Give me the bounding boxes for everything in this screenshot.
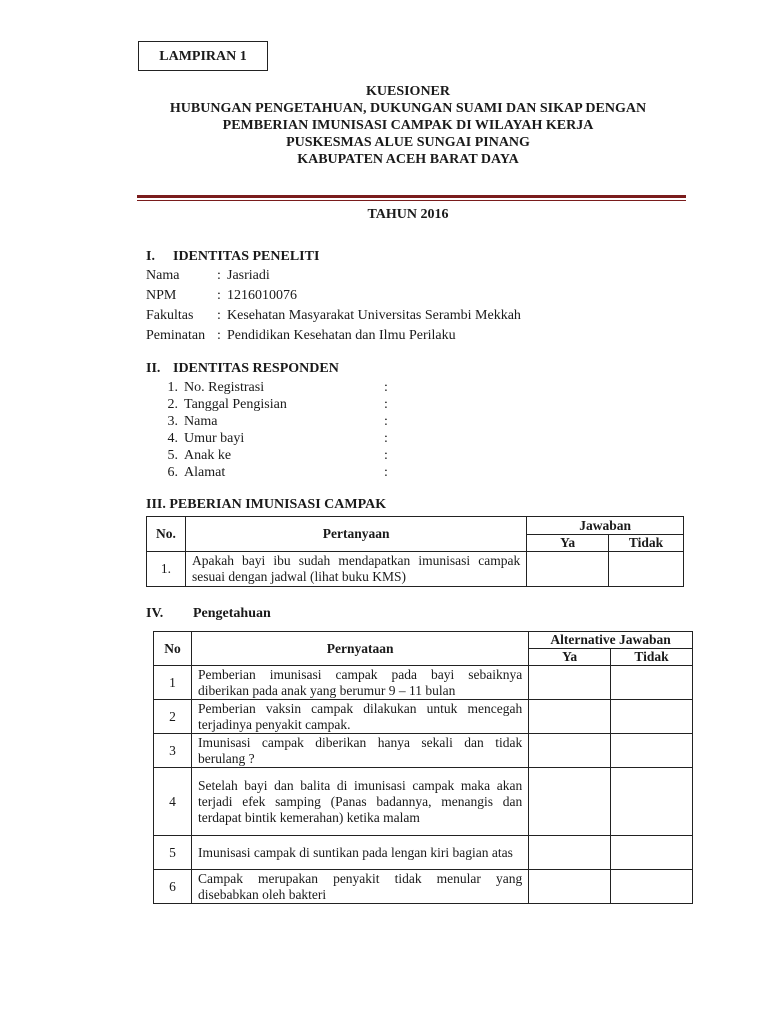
answer-cell-yes[interactable] [529,836,611,870]
section-2-number: II. [146,361,161,376]
item-colon: : [384,414,388,429]
respondent-row [156,447,388,464]
answer-cell-no[interactable] [609,552,684,587]
row-number: 2 [154,700,192,734]
item-number: 2. [167,397,178,412]
researcher-row [146,266,521,286]
researcher-identity-list [146,266,521,346]
col-header-yes: Ya [527,535,609,552]
answer-cell-no[interactable] [611,734,693,768]
answer-cell-yes[interactable] [529,768,611,836]
section-1-title: IDENTITAS PENELITI [173,249,320,264]
field-label: NPM [146,288,177,303]
item-colon: : [384,465,388,480]
item-label: Anak ke [184,448,232,463]
field-label: Peminatan [146,328,206,343]
section-1-number: I. [146,249,155,264]
item-label: No. Registrasi [184,380,265,395]
row-statement: Setelah bayi dan balita di imunisasi campak maka akan terjadi efek samping (Panas badannya, menangis dan terdapat bintik kemerahan) ketika malam [191,768,528,836]
row-statement: Pemberian vaksin campak dilakukan untuk mencegah terjadinya penyakit campak. [191,700,528,734]
col-header-no: No. [147,517,186,552]
row-number: 6 [154,870,192,904]
item-number: 1. [167,380,178,395]
field-label: Nama [146,268,180,283]
lampiran-box: LAMPIRAN 1 [138,41,268,71]
field-colon: : [217,328,221,343]
answer-cell-no[interactable] [611,836,693,870]
row-statement: Imunisasi campak diberikan hanya sekali dan tidak berulang ? [191,734,528,768]
answer-cell-no[interactable] [611,768,693,836]
section-2-title: IDENTITAS RESPONDEN [173,361,339,376]
col-header-no: No [154,632,192,666]
answer-cell-yes[interactable] [529,870,611,904]
item-number: 4. [167,431,178,446]
field-value: Pendidikan Kesehatan dan Ilmu Perilaku [227,328,456,343]
row-statement: Pemberian imunisasi campak pada bayi sebaiknya diberikan pada anak yang berumur 9 – 11 bulan [191,666,528,700]
researcher-row [146,306,521,326]
title-line-1: KUESIONER [365,84,451,99]
respondent-row [156,413,388,430]
answer-cell-no[interactable] [611,666,693,700]
col-header-alternative-answer: Alternative Jawaban [529,632,693,649]
field-colon: : [217,288,221,303]
col-header-question: Pertanyaan [185,517,526,552]
title-line-4: PUSKESMAS ALUE SUNGAI PINANG [286,135,530,150]
col-header-no-answer: Tidak [609,535,684,552]
year-heading: TAHUN 2016 [367,207,449,222]
item-colon: : [384,397,388,412]
section-2-heading [146,361,339,377]
row-number: 5 [154,836,192,870]
item-label: Alamat [184,465,226,480]
row-number: 3 [154,734,192,768]
answer-cell-no[interactable] [611,870,693,904]
table-row [154,836,693,870]
title-line-5: KABUPATEN ACEH BARAT DAYA [297,152,519,167]
title-divider-thin [137,200,686,201]
row-number: 4 [154,768,192,836]
answer-cell-no[interactable] [611,700,693,734]
row-question: Apakah bayi ibu sudah mendapatkan imunisasi campak sesuai dengan jadwal (lihat buku KMS) [185,552,526,587]
immunization-table [146,516,684,587]
answer-cell-yes[interactable] [529,666,611,700]
row-number: 1 [154,666,192,700]
table-row [154,700,693,734]
field-value: 1216010076 [227,288,297,303]
table-row [154,734,693,768]
col-header-no-answer: Tidak [611,649,693,666]
table-row [154,666,693,700]
section-4-number: IV. [146,606,164,621]
row-statement: Imunisasi campak di suntikan pada lengan kiri bagian atas [191,836,528,870]
respondent-row [156,430,388,447]
answer-cell-yes[interactable] [527,552,609,587]
title-line-2: HUBUNGAN PENGETAHUAN, DUKUNGAN SUAMI DAN SIKAP DENGAN [169,101,647,116]
item-colon: : [384,431,388,446]
item-colon: : [384,380,388,395]
respondent-row [156,396,388,413]
section-3-heading: III. PEBERIAN IMUNISASI CAMPAK [146,497,387,512]
section-1-heading [146,249,319,265]
item-number: 5. [167,448,178,463]
row-statement: Campak merupakan penyakit tidak menular yang disebabkan oleh bakteri [191,870,528,904]
title-line-3: PEMBERIAN IMUNISASI CAMPAK DI WILAYAH KERJA [222,118,594,133]
field-label: Fakultas [146,308,194,323]
answer-cell-yes[interactable] [529,734,611,768]
knowledge-table [153,631,693,904]
section-4-heading [146,606,271,622]
item-colon: : [384,448,388,463]
col-header-answer: Jawaban [527,517,684,535]
col-header-statement: Pernyataan [191,632,528,666]
respondent-identity-list [156,379,388,481]
answer-cell-yes[interactable] [529,700,611,734]
title-divider-thick [137,195,686,198]
field-colon: : [217,308,221,323]
document-title [130,83,686,168]
researcher-row [146,286,521,306]
researcher-row [146,326,521,346]
item-number: 3. [167,414,178,429]
table-row [154,768,693,836]
field-colon: : [217,268,221,283]
col-header-yes: Ya [529,649,611,666]
item-label: Umur bayi [184,431,245,446]
item-label: Tanggal Pengisian [184,397,287,412]
table-row [147,552,684,587]
section-4-title: Pengetahuan [193,606,271,621]
table-row [154,870,693,904]
field-value: Kesehatan Masyarakat Universitas Serambi Mekkah [227,308,521,323]
item-number: 6. [167,465,178,480]
respondent-row [156,464,388,481]
item-label: Nama [184,414,218,429]
respondent-row [156,379,388,396]
field-value: Jasriadi [227,268,270,283]
row-number: 1. [147,552,186,587]
